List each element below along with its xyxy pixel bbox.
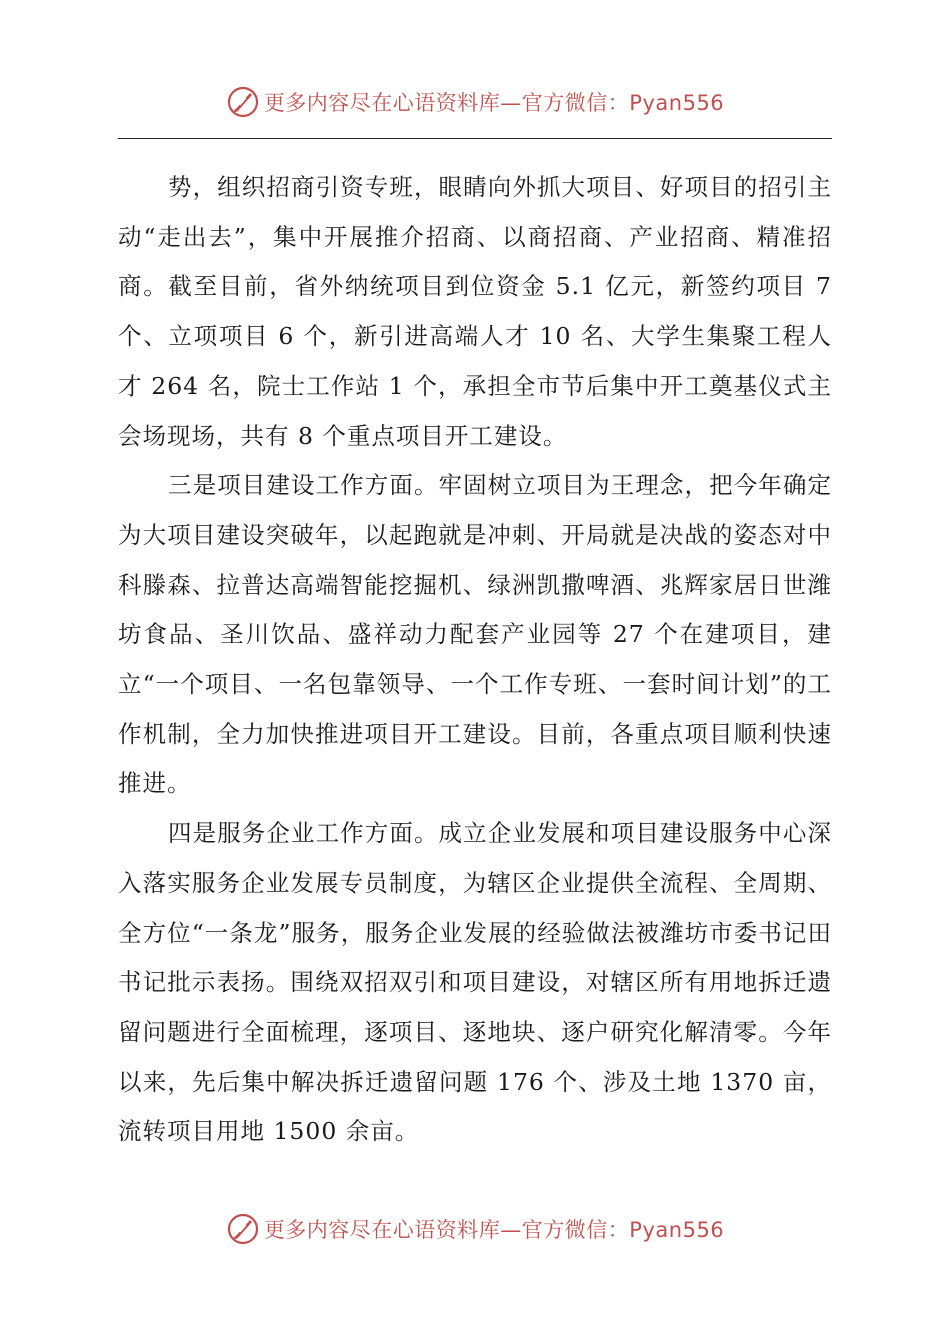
header-banner-text: 更多内容尽在心语资料库—官方微信：Pyan556 xyxy=(263,91,725,115)
footer-banner xyxy=(0,1209,950,1249)
paragraph-2: 三是项目建设工作方面。牢固树立项目为王理念，把今年确定为大项目建设突破年，以起跑就是冲刺、开局就是决战的姿态对中科滕森、拉普达高端智能挖掘机、绿洲凯撒啤酒、兆辉家居日世潍坊食品、圣川饮品、盛祥动力配套产业园等 27 个在建项目，建立“一个项目、一名包靠领导、一个工作专班、一套时间计划”的工作机制，全力加快推进项目开工建设。目前，各重点项目顺利快速推进。 xyxy=(118,471,832,798)
quill-pen-logo-icon xyxy=(226,1212,260,1246)
quill-pen-logo-icon xyxy=(226,85,260,119)
footer-banner-text: 更多内容尽在心语资料库—官方微信：Pyan556 xyxy=(263,1218,725,1242)
document-body xyxy=(118,163,832,1157)
header-divider xyxy=(118,138,832,139)
paragraph-3: 四是服务企业工作方面。成立企业发展和项目建设服务中心深入落实服务企业发展专员制度，为辖区企业提供全流程、全周期、全方位“一条龙”服务，服务企业发展的经验做法被潍坊市委书记田书记批示表扬。围绕双招双引和项目建设，对辖区所有用地拆迁遗留问题进行全面梳理，逐项目、逐地块、逐户研究化解清零。今年以来，先后集中解决拆迁遗留问题 176 个、涉及土地 1370 亩，流转项目用地 1500 余亩。 xyxy=(118,819,832,1146)
header-banner xyxy=(0,82,950,122)
paragraph-1: 势，组织招商引资专班，眼睛向外抓大项目、好项目的招引主动“走出去”，集中开展推介招商、以商招商、产业招商、精准招商。截至目前，省外纳统项目到位资金 5.1 亿元，新签约项目 7 个、立项项目 6 个，新引进高端人才 10 名、大学生集聚工程人才 264 名，院士工作站 1 个，承担全市节后集中开工奠基仪式主会场现场，共有 8 个重点项目开工建设。 xyxy=(118,173,832,450)
